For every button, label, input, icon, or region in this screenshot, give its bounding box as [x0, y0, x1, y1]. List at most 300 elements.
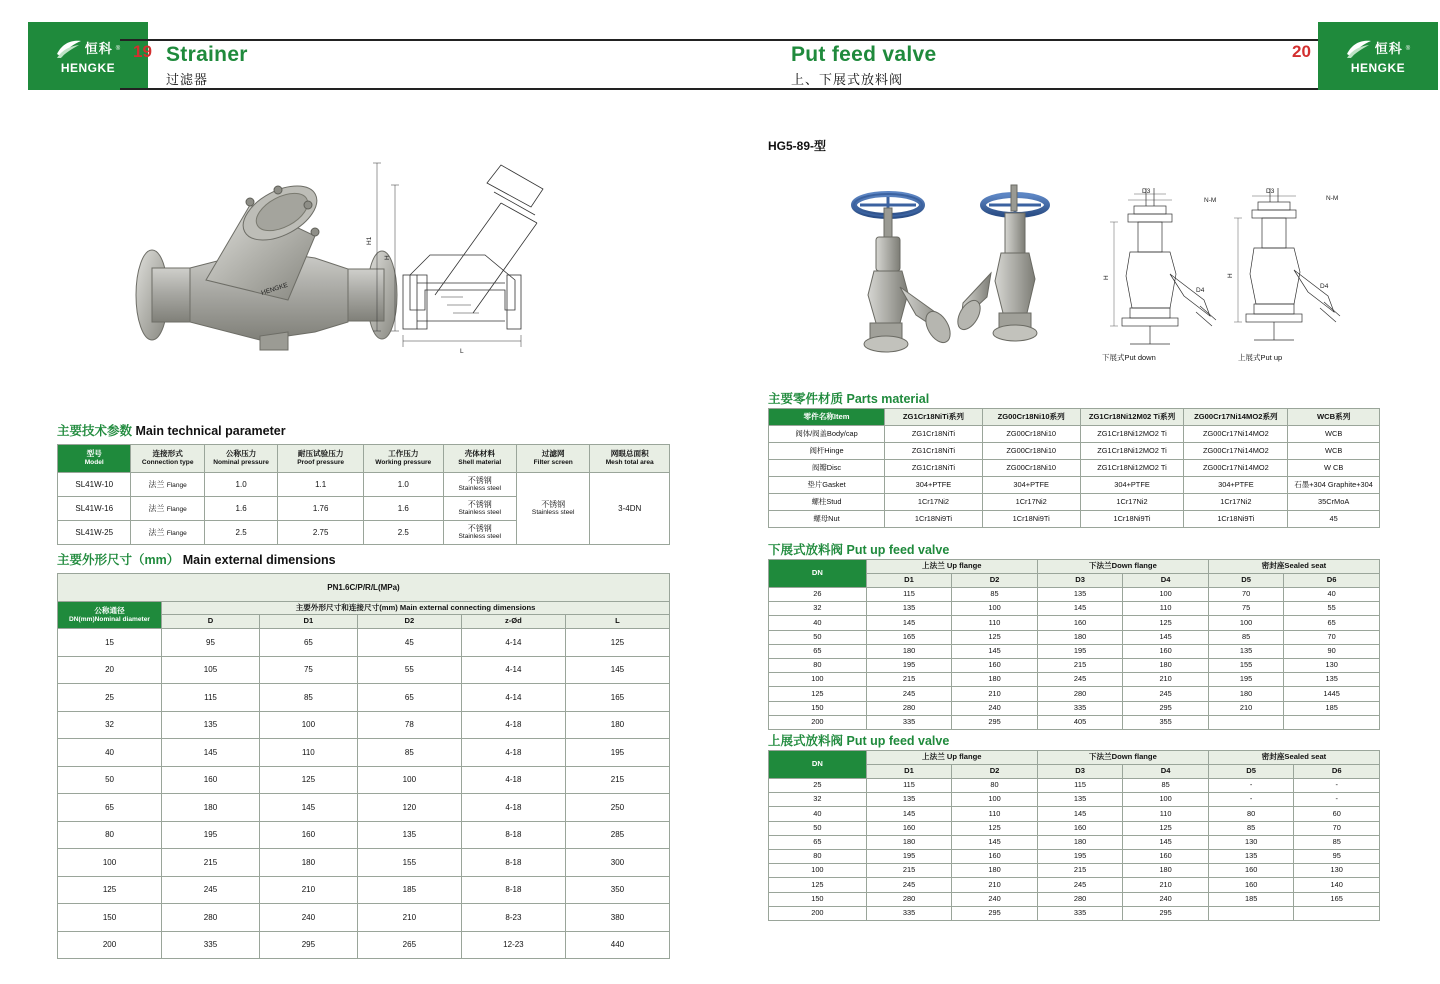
table-cell: 215 [866, 864, 952, 878]
table-row [769, 602, 1380, 616]
dim-h-label: H [384, 255, 391, 260]
table-cell: 295 [1123, 906, 1209, 920]
table-row [58, 849, 670, 877]
table-cell: 295 [952, 715, 1038, 729]
table-cell: 145 [866, 616, 952, 630]
table-row [58, 931, 670, 959]
table-cell: 85 [1208, 821, 1294, 835]
table-row [58, 711, 670, 739]
col-filter-cn: 过滤网 [541, 449, 565, 459]
cell-mesh: 3-4DN [590, 473, 670, 545]
table-cell: 145 [162, 739, 260, 767]
cell-pn: 1.6 [204, 497, 277, 521]
table-cell: 75 [1208, 602, 1283, 616]
parts-material-label-en: Parts material [846, 392, 930, 406]
table-cell: 100 [769, 673, 867, 687]
label-put-down: 下展式Put down [1102, 353, 1156, 362]
table-cell: 垫片Gasket [769, 477, 885, 494]
cell-shell-cn: 不锈钢 [467, 499, 492, 509]
col-d3: D3 [1037, 765, 1123, 779]
table-cell: 280 [866, 701, 952, 715]
table-cell: 145 [866, 807, 952, 821]
table-row [769, 715, 1380, 729]
table-cell: 335 [1037, 906, 1123, 920]
col-dn-en: DN(mm)Nominal diameter [69, 615, 150, 623]
col-zd: z-Ød [461, 615, 565, 629]
col-conn-cn: 连接形式 [152, 449, 183, 459]
table-cell: 80 [1208, 807, 1294, 821]
col-conn-en: Connection type [141, 459, 194, 467]
col-item-cn: 零件名称 [803, 411, 834, 421]
table-cell: 335 [1037, 701, 1123, 715]
table-cell: 石墨+304 Graphite+304 [1288, 477, 1380, 494]
table-cell: 40 [769, 807, 867, 821]
table-cell: 180 [1037, 630, 1123, 644]
table-cell: 115 [162, 684, 260, 712]
table-cell: 26 [769, 588, 867, 602]
table-cell: 40 [769, 616, 867, 630]
cell-filter-cn: 不锈钢 [541, 499, 566, 509]
table-cell: 100 [1123, 588, 1209, 602]
table-row [769, 658, 1380, 672]
table-cell: 4-18 [461, 794, 565, 822]
table-cell: 180 [565, 711, 669, 739]
table-cell: 35CrMoA [1288, 494, 1380, 511]
table-row [769, 864, 1380, 878]
col-d2: D2 [357, 615, 461, 629]
table-row [58, 794, 670, 822]
table-cell: 195 [1037, 644, 1123, 658]
table-row [769, 906, 1380, 920]
table-cell: 4-18 [461, 739, 565, 767]
table-cell: 335 [866, 715, 952, 729]
table-cell: 8-18 [461, 876, 565, 904]
table-cell: 210 [1208, 701, 1283, 715]
table-cell: 280 [1037, 687, 1123, 701]
table-cell: 70 [1284, 630, 1380, 644]
page-header [0, 22, 1440, 90]
table-cell: 300 [565, 849, 669, 877]
table-header-row [769, 751, 1380, 765]
cell-conn-cn: 法兰 [148, 503, 165, 513]
table-row [769, 460, 1380, 477]
table-cell: 160 [1037, 616, 1123, 630]
table-cell: 125 [58, 876, 162, 904]
table-cell: 1Cr18Ni9Ti [885, 511, 983, 528]
table-cell: 8-23 [461, 904, 565, 932]
table-cell: 1Cr17Ni2 [1080, 494, 1184, 511]
strainer-technical-drawing [355, 145, 615, 395]
table-header-row [58, 601, 670, 615]
table-header-row [769, 560, 1380, 574]
svg-text:N-M: N-M [1204, 197, 1217, 204]
svg-text:D3: D3 [1266, 188, 1275, 195]
table-cell: 125 [565, 629, 669, 657]
col-work-cn: 工作压力 [388, 449, 419, 459]
table-cell: 295 [259, 931, 357, 959]
table-cell: 125 [1123, 821, 1209, 835]
table-cell: 215 [162, 849, 260, 877]
table-cell: 245 [1123, 687, 1209, 701]
table-row [58, 904, 670, 932]
table-row [58, 766, 670, 794]
table-row [58, 629, 670, 657]
table-cell: 135 [1284, 673, 1380, 687]
table-cell: 135 [162, 711, 260, 739]
down-feed-valve-label [768, 540, 949, 558]
table-cell: 1445 [1284, 687, 1380, 701]
table-cell: 245 [866, 687, 952, 701]
table-cell: WCB [1288, 426, 1380, 443]
title-en-left: Strainer [166, 43, 248, 66]
table-cell: 110 [1123, 807, 1209, 821]
table-cell: 240 [1123, 892, 1209, 906]
table-cell: 160 [162, 766, 260, 794]
table-cell: ZG1Cr18Ni12MO2 Ti [1080, 426, 1184, 443]
table-cell: 110 [259, 739, 357, 767]
col-d4: D4 [1123, 765, 1209, 779]
table-cell: 160 [1208, 878, 1294, 892]
table-cell: 65 [58, 794, 162, 822]
table-cell: 阀体/阀盖Body/cap [769, 426, 885, 443]
table-cell: 105 [162, 656, 260, 684]
table-cell: 65 [769, 835, 867, 849]
table-cell: 115 [866, 779, 952, 793]
table-cell: 65 [1284, 616, 1380, 630]
table-cell: 1Cr18Ni9Ti [982, 511, 1080, 528]
table-cell: 160 [1208, 864, 1294, 878]
table-cell: ZG1Cr18Ni12MO2 Ti [1080, 443, 1184, 460]
table-row [769, 644, 1380, 658]
table-cell: 135 [1208, 644, 1283, 658]
table-cell: 25 [58, 684, 162, 712]
cell-conn-en: Flange [166, 529, 187, 537]
cell-model: SL41W-25 [58, 521, 131, 545]
table-cell: 4-18 [461, 711, 565, 739]
cell-conn-en: Flange [166, 505, 187, 513]
table-cell: 265 [357, 931, 461, 959]
cell-proof: 1.76 [278, 497, 364, 521]
table-cell: 304+PTFE [1080, 477, 1184, 494]
logo-reg-mark: ® [115, 45, 121, 52]
table-cell: 4-14 [461, 656, 565, 684]
table-cell [1208, 715, 1283, 729]
table-cell: 215 [1037, 658, 1123, 672]
col-d1: D1 [259, 615, 357, 629]
table-cell: 45 [1288, 511, 1380, 528]
table-cell: 245 [866, 878, 952, 892]
table-cell: 240 [259, 904, 357, 932]
table-cell: 55 [1284, 602, 1380, 616]
cell-proof: 1.1 [278, 473, 364, 497]
col-d: D [162, 615, 260, 629]
model-code-label: HG5-89-型 [768, 139, 827, 153]
table-cell: ZG00Cr18Ni10 [982, 443, 1080, 460]
cell-proof: 2.75 [278, 521, 364, 545]
table-cell: 135 [866, 793, 952, 807]
table-row [58, 821, 670, 849]
table-cell: 245 [1037, 878, 1123, 892]
table-cell: 110 [952, 616, 1038, 630]
svg-text:D3: D3 [1142, 188, 1151, 195]
tech-param-label-en: Main technical parameter [135, 424, 286, 438]
col-mesh-cn: 网眼总面积 [610, 449, 649, 459]
table-cell: 200 [769, 906, 867, 920]
table-cell: 240 [952, 701, 1038, 715]
table-cell: 螺柱Stud [769, 494, 885, 511]
col-model-en: Model [84, 459, 104, 467]
table-row [769, 835, 1380, 849]
table-cell: 335 [162, 931, 260, 959]
table-cell: 1Cr17Ni2 [1184, 494, 1288, 511]
table-cell: 50 [58, 766, 162, 794]
table-cell: 180 [866, 835, 952, 849]
col-group-dims: 主要外形尺寸和连接尺寸(mm) Main external connecting dimensions [162, 601, 670, 615]
cell-shell-en: Stainless steel [458, 533, 501, 541]
table-row [769, 701, 1380, 715]
table-cell: 180 [259, 849, 357, 877]
cell-shell-en: Stainless steel [458, 485, 501, 493]
table-cell: 165 [565, 684, 669, 712]
table-cell: 160 [1123, 644, 1209, 658]
table-row [769, 793, 1380, 807]
table-cell: 80 [952, 779, 1038, 793]
col-d3: D3 [1037, 574, 1123, 588]
logo-cn-text: 恒科 [1374, 41, 1403, 56]
table-cell: 160 [1037, 821, 1123, 835]
col-shell-cn: 壳体材料 [464, 449, 495, 459]
table-cell: 50 [769, 630, 867, 644]
parts-material-table [768, 408, 1380, 528]
table-header-row [58, 445, 670, 473]
cell-filter-en: Stainless steel [531, 509, 575, 517]
table-row [769, 616, 1380, 630]
table-cell: 32 [58, 711, 162, 739]
table-cell: 160 [1123, 849, 1209, 863]
col-model-cn: 型号 [86, 449, 102, 459]
table-row [769, 779, 1380, 793]
table-cell: 135 [1208, 849, 1294, 863]
logo-en-text: HENGKE [60, 60, 116, 75]
table-cell: 阀瓣Disc [769, 460, 885, 477]
table-cell: 螺母Nut [769, 511, 885, 528]
svg-text:H: H [1227, 273, 1234, 278]
table-cell: 285 [565, 821, 669, 849]
table-cell [1208, 906, 1294, 920]
table-cell: 195 [1208, 673, 1283, 687]
down-feed-valve-table [768, 559, 1380, 730]
table-cell: 80 [769, 849, 867, 863]
table-cell: 160 [952, 658, 1038, 672]
col-d2: D2 [952, 765, 1038, 779]
col-down-flange: 下法兰Down flange [1037, 751, 1208, 765]
valve-drawing-up [1222, 188, 1352, 363]
table-row [769, 892, 1380, 906]
table-cell: 40 [1284, 588, 1380, 602]
table-cell: 25 [769, 779, 867, 793]
table-cell: 210 [952, 687, 1038, 701]
table-cell: 215 [866, 673, 952, 687]
table-cell: 1Cr17Ni2 [885, 494, 983, 511]
table-cell: 135 [1037, 793, 1123, 807]
table-cell: 135 [1037, 588, 1123, 602]
table-cell: 180 [1123, 864, 1209, 878]
col-down-flange: 下法兰Down flange [1037, 560, 1208, 574]
table-cell: 180 [952, 673, 1038, 687]
col-filter-en: Filter screen [533, 459, 573, 467]
table-cell: 180 [952, 864, 1038, 878]
table-row [769, 443, 1380, 460]
table-cell: 15 [58, 629, 162, 657]
table-cell: 145 [565, 656, 669, 684]
table-row [58, 876, 670, 904]
table-cell: 304+PTFE [982, 477, 1080, 494]
table-cell: 12-23 [461, 931, 565, 959]
col-d5: D5 [1208, 574, 1283, 588]
table-cell: 115 [1037, 779, 1123, 793]
table-cell: 65 [259, 629, 357, 657]
table-cell: 155 [1208, 658, 1283, 672]
table-cell: 210 [952, 878, 1038, 892]
table-row [769, 821, 1380, 835]
col-proof-cn: 耐压试验压力 [297, 449, 344, 459]
valve-drawing-down [1100, 188, 1230, 363]
table-row [769, 426, 1380, 443]
col-shell-en: Shell material [458, 459, 502, 467]
cell-model: SL41W-16 [58, 497, 131, 521]
table-cell: 245 [162, 876, 260, 904]
table-cell: 32 [769, 793, 867, 807]
dim-l-label: L [460, 348, 464, 355]
table-cell: 125 [1123, 616, 1209, 630]
col-series-1: ZG1Cr18NiTi系列 [885, 409, 983, 426]
table-cell: 240 [952, 892, 1038, 906]
col-dn-cn: 公称通径 [94, 605, 125, 615]
col-series-3: ZG1Cr18Ni12M02 Ti系列 [1080, 409, 1184, 426]
table-cell: 145 [952, 835, 1038, 849]
section-title-right [745, 39, 1318, 90]
table-cell: 350 [565, 876, 669, 904]
table-row [769, 878, 1380, 892]
table-cell: ZG00Cr18Ni10 [982, 426, 1080, 443]
table-cell: 80 [769, 658, 867, 672]
table-cell: 210 [357, 904, 461, 932]
col-series-2: ZG00Cr18Ni10系列 [982, 409, 1080, 426]
col-d4: D4 [1123, 574, 1209, 588]
table-cell: 120 [357, 794, 461, 822]
table-cell: 200 [769, 715, 867, 729]
col-pn-en: Nominal pressure [213, 459, 269, 467]
col-d2: D2 [952, 574, 1038, 588]
table-cell: 180 [1123, 658, 1209, 672]
table-cell: 210 [1123, 673, 1209, 687]
table-cell: 150 [769, 701, 867, 715]
svg-text:H: H [1103, 275, 1110, 280]
table-row [769, 687, 1380, 701]
table-cell: 40 [58, 739, 162, 767]
col-series-4: ZG00Cr17Ni14MO2系列 [1184, 409, 1288, 426]
swoosh-icon [56, 39, 82, 59]
table-cell: 304+PTFE [1184, 477, 1288, 494]
table-cell: 78 [357, 711, 461, 739]
external-dimensions-table [57, 573, 670, 959]
up-feed-valve-label [768, 731, 949, 749]
table-cell: 1Cr17Ni2 [982, 494, 1080, 511]
table-cell: 4-14 [461, 629, 565, 657]
table-cell: 95 [1294, 849, 1380, 863]
tech-param-label-cn: 主要技术参数 [57, 424, 133, 438]
page-number-left: 19 [133, 42, 152, 61]
table-cell: 45 [357, 629, 461, 657]
table-cell: 100 [1208, 616, 1283, 630]
cell-conn-en: Flange [166, 481, 187, 489]
table-row [58, 473, 670, 497]
table-cell: 32 [769, 602, 867, 616]
table-cell: 210 [1123, 878, 1209, 892]
table-cell: 85 [952, 588, 1038, 602]
cell-pn: 2.5 [204, 521, 277, 545]
table-row [769, 477, 1380, 494]
col-item-en: Item [833, 411, 850, 421]
cell-pn-title: PN1.6C/P/R/L(MPa) [58, 574, 670, 602]
col-d6: D6 [1284, 574, 1380, 588]
table-cell: 200 [58, 931, 162, 959]
swoosh-icon [1346, 39, 1372, 59]
table-cell: 165 [866, 630, 952, 644]
col-d5: D5 [1208, 765, 1294, 779]
dimensions-label [57, 550, 336, 568]
table-cell: 50 [769, 821, 867, 835]
table-row [769, 511, 1380, 528]
table-header-row [58, 574, 670, 602]
parts-material-label [768, 389, 929, 407]
cell-work: 1.0 [363, 473, 443, 497]
table-cell: 135 [357, 821, 461, 849]
table-cell [1294, 906, 1380, 920]
table-cell: 100 [357, 766, 461, 794]
table-cell: 130 [1208, 835, 1294, 849]
table-cell: 355 [1123, 715, 1209, 729]
table-row [58, 684, 670, 712]
table-cell: 70 [1294, 821, 1380, 835]
col-pn-cn: 公称压力 [225, 449, 257, 459]
table-cell: 180 [162, 794, 260, 822]
table-cell: 85 [259, 684, 357, 712]
cell-shell-en: Stainless steel [458, 509, 501, 517]
table-cell: 295 [1123, 701, 1209, 715]
table-cell: 155 [357, 849, 461, 877]
table-cell: ZG00Cr17Ni14MO2 [1184, 426, 1288, 443]
table-cell: 380 [565, 904, 669, 932]
svg-text:D4: D4 [1320, 283, 1329, 290]
table-cell: 65 [769, 644, 867, 658]
table-cell: 100 [259, 711, 357, 739]
table-cell: 195 [866, 658, 952, 672]
cell-pn: 1.0 [204, 473, 277, 497]
logo-reg-mark: ® [1405, 45, 1411, 52]
table-cell: 135 [866, 602, 952, 616]
table-cell: 185 [357, 876, 461, 904]
table-cell: 125 [259, 766, 357, 794]
table-cell: 195 [162, 821, 260, 849]
table-cell: 55 [357, 656, 461, 684]
table-cell: 280 [162, 904, 260, 932]
table-cell: - [1294, 779, 1380, 793]
col-proof-en: Proof pressure [297, 459, 345, 467]
svg-text:D4: D4 [1196, 287, 1205, 294]
table-cell: - [1294, 793, 1380, 807]
parts-material-label-cn: 主要零件材质 [768, 392, 844, 406]
